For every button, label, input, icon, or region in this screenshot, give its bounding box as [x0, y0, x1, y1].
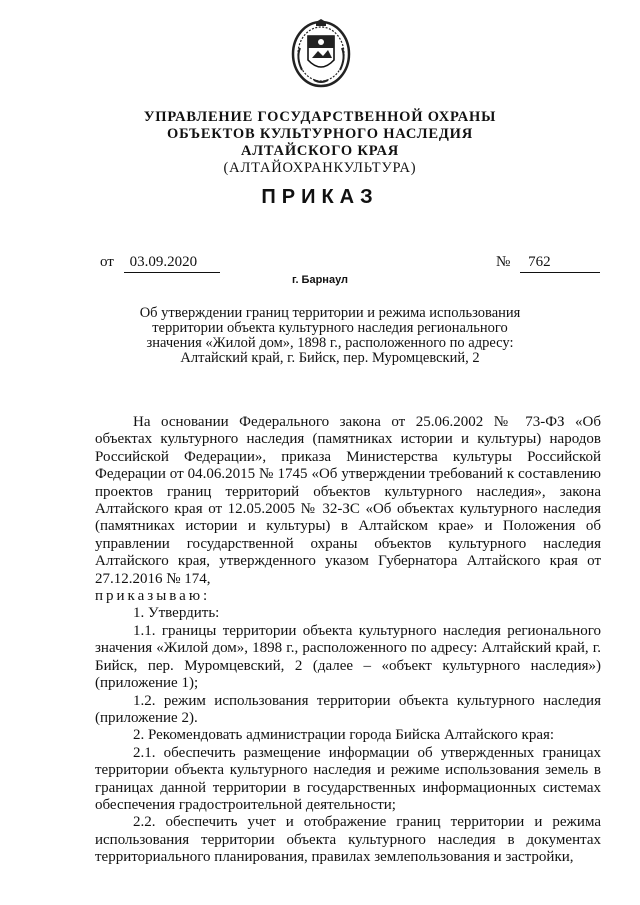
- item-1: 1. Утвердить:: [133, 605, 220, 622]
- agency-name-line-2: ОБЪЕКТОВ КУЛЬТУРНОГО НАСЛЕДИЯ: [167, 126, 473, 142]
- item-1-1: 1.1. границы территории объекта культурного наследия регионального значения «Жилой дом», 1898 г., расположенного по адресу: Алтайский край, г. Бийск, пер. Муромцевский, 2 (далее – «объект культурного наследия») (приложение 1);: [95, 622, 601, 692]
- title-line-2: территории объекта культурного наследия регионального: [152, 320, 508, 336]
- agency-abbreviation: (АЛТАЙОХРАНКУЛЬТУРА): [223, 160, 417, 176]
- title-line-4: Алтайский край, г. Бийск, пер. Муромцевский, 2: [180, 350, 480, 366]
- coat-of-arms-emblem: [290, 18, 352, 88]
- document-city: г. Барнаул: [291, 274, 349, 286]
- document-date: 03.09.2020: [124, 254, 220, 273]
- date-prefix: от: [100, 254, 114, 270]
- document-type-heading: ПРИКАЗ: [261, 186, 379, 208]
- document-body: [95, 414, 601, 867]
- document-number: 762: [520, 254, 600, 273]
- document-title: [120, 306, 540, 366]
- date-field: [100, 254, 220, 273]
- order-word: приказываю:: [95, 588, 211, 605]
- title-line-3: значения «Жилой дом», 1898 г., расположенного по адресу:: [146, 335, 514, 351]
- title-line-1: Об утверждении границ территории и режима использования: [139, 305, 521, 321]
- number-prefix: №: [496, 254, 511, 270]
- agency-name-line-1: УПРАВЛЕНИЕ ГОСУДАРСТВЕННОЙ ОХРАНЫ: [143, 109, 497, 125]
- agency-name-line-3: АЛТАЙСКОГО КРАЯ: [240, 143, 400, 159]
- item-2-1: 2.1. обеспечить размещение информации об утвержденных границах территории объекта культурного наследия и режиме использования земель в границах данной территории в государственных информационных системах обеспечения градостроительной деятельности;: [95, 744, 601, 813]
- item-2-2: 2.2. обеспечить учет и отображение границ территории и режима использования территории объекта культурного наследия в документах территориального планирования, правилах землепользования и застройки,: [95, 814, 601, 866]
- number-field: [496, 254, 600, 273]
- preamble-paragraph: На основании Федерального закона от 25.06.2002 № 73-ФЗ «Об объектах культурного наследия (памятниках истории и культуры) народов Российской Федерации», приказа Министерства культуры Российской Федерации от 04.06.2015 № 1745 «Об утверждении требований к составлению проектов границ территорий объектов культурного наследия», закона Алтайского края от 12.05.2005 № 32-ЗС «Об объектах культурного наследия (памятниках истории и культуры) в Алтайском крае» и Положения об управлении государственной охраны объектов культурного наследия Алтайского края, утвержденного указом Губернатора Алтайского края от 27.12.2016 № 174,: [95, 414, 601, 587]
- item-2: 2. Рекомендовать администрации города Бийска Алтайского края:: [133, 727, 555, 744]
- item-1-2: 1.2. режим использования территории объекта культурного наследия (приложение 2).: [95, 692, 601, 726]
